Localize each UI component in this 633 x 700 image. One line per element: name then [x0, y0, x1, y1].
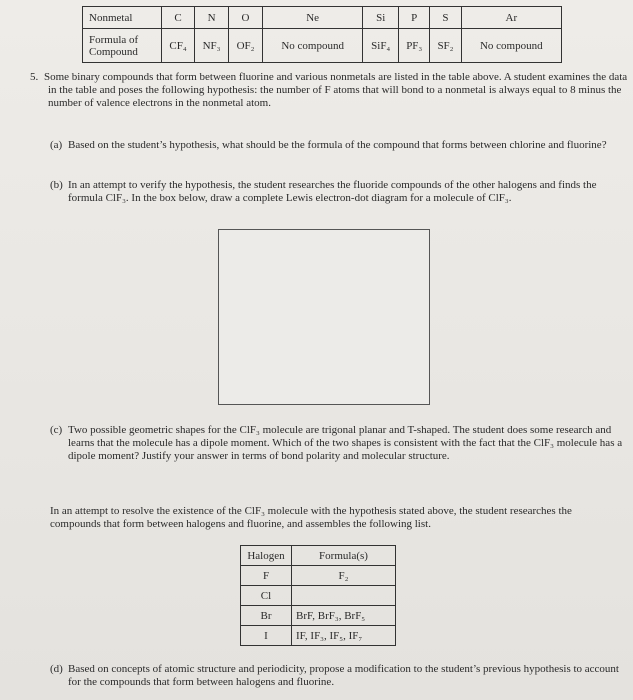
- formula-cell: OF₂: [229, 29, 263, 63]
- table-row-label: Formula of Compound: [83, 29, 162, 63]
- formula-cell: PF₃: [399, 29, 430, 63]
- table-header-label: Nonmetal: [83, 7, 162, 29]
- element-cell: Si: [363, 7, 399, 29]
- formula-cell: BrF, BrF₃, BrF₅: [292, 606, 396, 626]
- part-b-text: In an attempt to verify the hypothesis, the student researches the fluoride compounds of the other halogens and finds the formula ClF₃. In the box below, draw a complete Lewis electron-dot diagram for a molecule of ClF₃.: [68, 179, 597, 204]
- table-row: [83, 7, 562, 29]
- question-5: [30, 71, 633, 110]
- question-part-c: [50, 424, 633, 463]
- question-5-text: Some binary compounds that form between fluorine and various nonmetals are listed in the table above. A student examines the data in the table and poses the following hypothesis: the number of F atoms that will bond to a nonmetal is always equal to 8 minus the number of valence electrons in the nonmetal atom.: [44, 71, 628, 109]
- halogen-cell: I: [241, 626, 292, 646]
- halogen-cell: Br: [241, 606, 292, 626]
- halogen-intro-text: In an attempt to resolve the existence of the ClF₃ molecule with the hypothesis stated above, the student researches the compounds that form between halogens and fluorine, and assembles the following list.: [50, 505, 572, 530]
- question-number: 5.: [30, 71, 39, 83]
- formula-cell: No compound: [263, 29, 363, 63]
- part-d-text: Based on concepts of atomic structure and periodicity, propose a modification to the student’s previous hypothesis to account for the compounds that form between halogens and fluorine.: [68, 663, 619, 688]
- formula-cell: SiF₄: [363, 29, 399, 63]
- lewis-diagram-answer-box[interactable]: [218, 229, 430, 405]
- column-header: Halogen: [241, 546, 292, 566]
- table-row: [241, 566, 396, 586]
- element-cell: O: [229, 7, 263, 29]
- part-a-text: Based on the student’s hypothesis, what should be the formula of the compound that forms between chlorine and fluorine?: [68, 139, 607, 151]
- formula-cell: F₂: [292, 566, 396, 586]
- column-header: Formula(s): [292, 546, 396, 566]
- formula-cell: CF₄: [162, 29, 195, 63]
- nonmetal-fluoride-table: [82, 6, 562, 63]
- table-row: [241, 606, 396, 626]
- element-cell: N: [195, 7, 229, 29]
- formula-cell: IF, IF₃, IF₅, IF₇: [292, 626, 396, 646]
- part-c-text: Two possible geometric shapes for the ClF₃ molecule are trigonal planar and T-shaped. The student does some research and learns that the molecule has a dipole moment. Which of the two shapes is consistent with the fact that the ClF₃ molecule has a dipole moment? Justify your answer in terms of bond polarity and molecular structure.: [68, 424, 623, 462]
- formula-cell: NF₃: [195, 29, 229, 63]
- formula-cell: SF₂: [430, 29, 461, 63]
- part-label: (a): [50, 139, 63, 151]
- halogen-cell: F: [241, 566, 292, 586]
- part-label: (c): [50, 424, 63, 436]
- halogen-fluoride-table: [240, 545, 396, 646]
- table-row: [241, 586, 396, 606]
- element-cell: P: [399, 7, 430, 29]
- part-label: (d): [50, 663, 63, 675]
- element-cell: C: [162, 7, 195, 29]
- part-label: (b): [50, 179, 63, 191]
- halogen-cell: Cl: [241, 586, 292, 606]
- table-row: [241, 546, 396, 566]
- element-cell: Ar: [461, 7, 561, 29]
- formula-cell: [292, 586, 396, 606]
- question-part-b: [50, 179, 633, 205]
- element-cell: Ne: [263, 7, 363, 29]
- table-row: [241, 626, 396, 646]
- formula-cell: No compound: [461, 29, 561, 63]
- question-part-a: [50, 139, 633, 152]
- question-part-d: [50, 663, 633, 689]
- table-row: [83, 29, 562, 63]
- element-cell: S: [430, 7, 461, 29]
